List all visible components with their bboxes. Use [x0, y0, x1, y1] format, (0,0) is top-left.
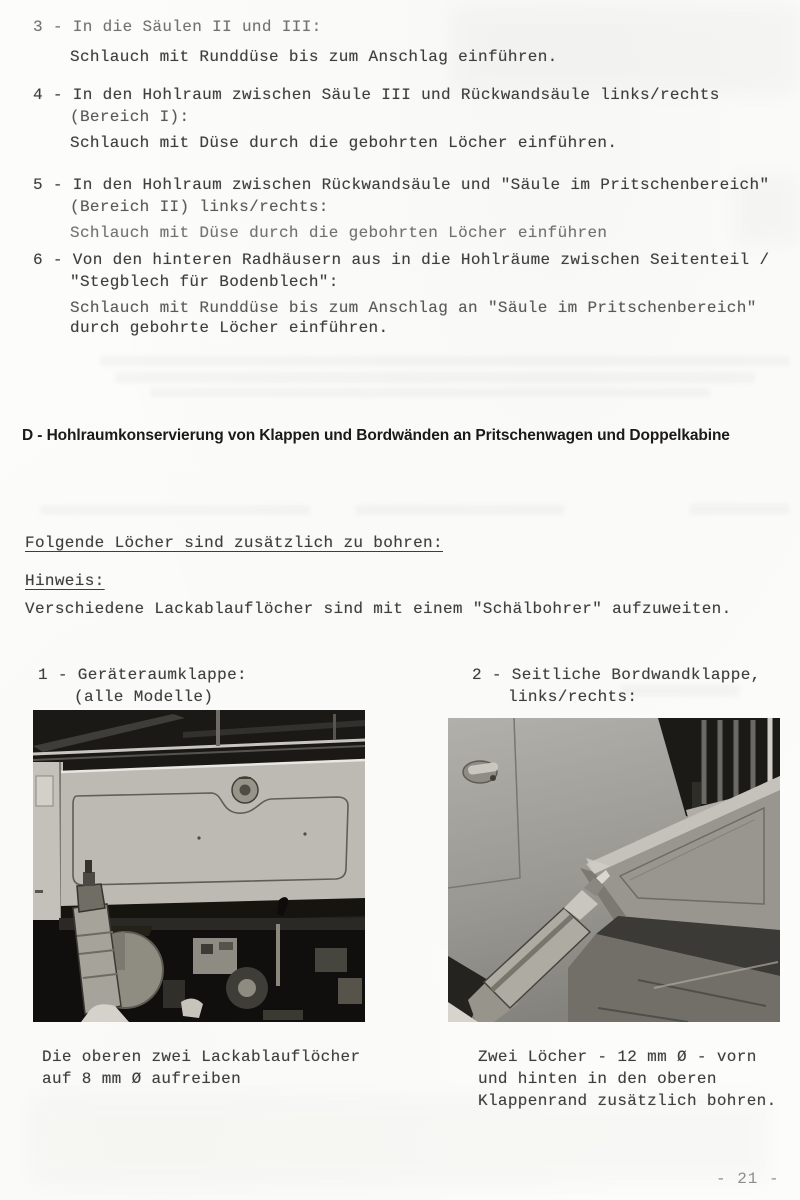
bleedthrough-smudge	[115, 372, 755, 383]
instruction-line: Schlauch mit Düse durch die gebohrten Löcher einführen.	[70, 134, 618, 152]
figure-label-line: (alle Modelle)	[74, 688, 214, 706]
figure-caption-line: Klappenrand zusätzlich bohren.	[478, 1092, 777, 1110]
bleedthrough-smudge	[690, 503, 790, 515]
figure-caption-line: und hinten in den oberen	[478, 1070, 717, 1088]
figure-caption-line: Die oberen zwei Lackablauflöcher	[42, 1048, 361, 1066]
photo-geraeteraumklappe-illustration	[33, 710, 365, 1022]
photo-bordwandklappe-illustration	[448, 718, 780, 1022]
hint-text: Verschiedene Lackablauflöcher sind mit einem "Schälbohrer" aufzuweiten.	[25, 600, 732, 618]
bleedthrough-smudge	[620, 684, 740, 697]
bleedthrough-smudge	[100, 356, 790, 366]
drill-subheading: Folgende Löcher sind zusätzlich zu bohren:	[25, 534, 443, 552]
instruction-line: (Bereich I):	[70, 108, 190, 126]
page-number: - 21 -	[716, 1170, 780, 1188]
photo-geraeteraumklappe	[33, 710, 365, 1022]
hint-label: Hinweis:	[25, 572, 105, 590]
instruction-line: durch gebohrte Löcher einführen.	[70, 319, 389, 337]
instruction-line: Schlauch mit Runddüse bis zum Anschlag einführen.	[70, 48, 558, 66]
figure-caption-line: Zwei Löcher - 12 mm Ø - vorn	[478, 1048, 757, 1066]
bleedthrough-smudge	[40, 505, 310, 515]
figure-label-line: 2 - Seitliche Bordwandklappe,	[472, 666, 761, 684]
figure-label-line: links/rechts:	[508, 688, 638, 706]
instruction-line: 6 - Von den hinteren Radhäusern aus in die Hohlräume zwischen Seitenteil /	[33, 251, 770, 269]
instruction-line: 3 - In die Säulen II und III:	[33, 18, 322, 36]
figure-label-line: 1 - Geräteraumklappe:	[38, 666, 247, 684]
figure-caption-line: auf 8 mm Ø aufreiben	[42, 1070, 242, 1088]
section-heading: D - Hohlraumkonservierung von Klappen und Bordwänden an Pritschenwagen und Doppelkabine	[22, 427, 730, 444]
bleedthrough-smudge	[150, 388, 710, 397]
instruction-line: "Stegblech für Bodenblech":	[70, 273, 339, 291]
instruction-line: 5 - In den Hohlraum zwischen Rückwandsäule und "Säule im Pritschenbereich"	[33, 176, 770, 194]
instruction-line: Schlauch mit Düse durch die gebohrten Löcher einführen	[70, 224, 608, 242]
instruction-line: (Bereich II) links/rechts:	[70, 198, 329, 216]
instruction-line: 4 - In den Hohlraum zwischen Säule III und Rückwandsäule links/rechts	[33, 86, 720, 104]
bleedthrough-smudge	[355, 505, 565, 515]
instruction-line: Schlauch mit Runddüse bis zum Anschlag an "Säule im Pritschenbereich"	[70, 299, 757, 317]
flap-panel	[61, 760, 365, 924]
photo-bordwandklappe	[448, 718, 780, 1022]
